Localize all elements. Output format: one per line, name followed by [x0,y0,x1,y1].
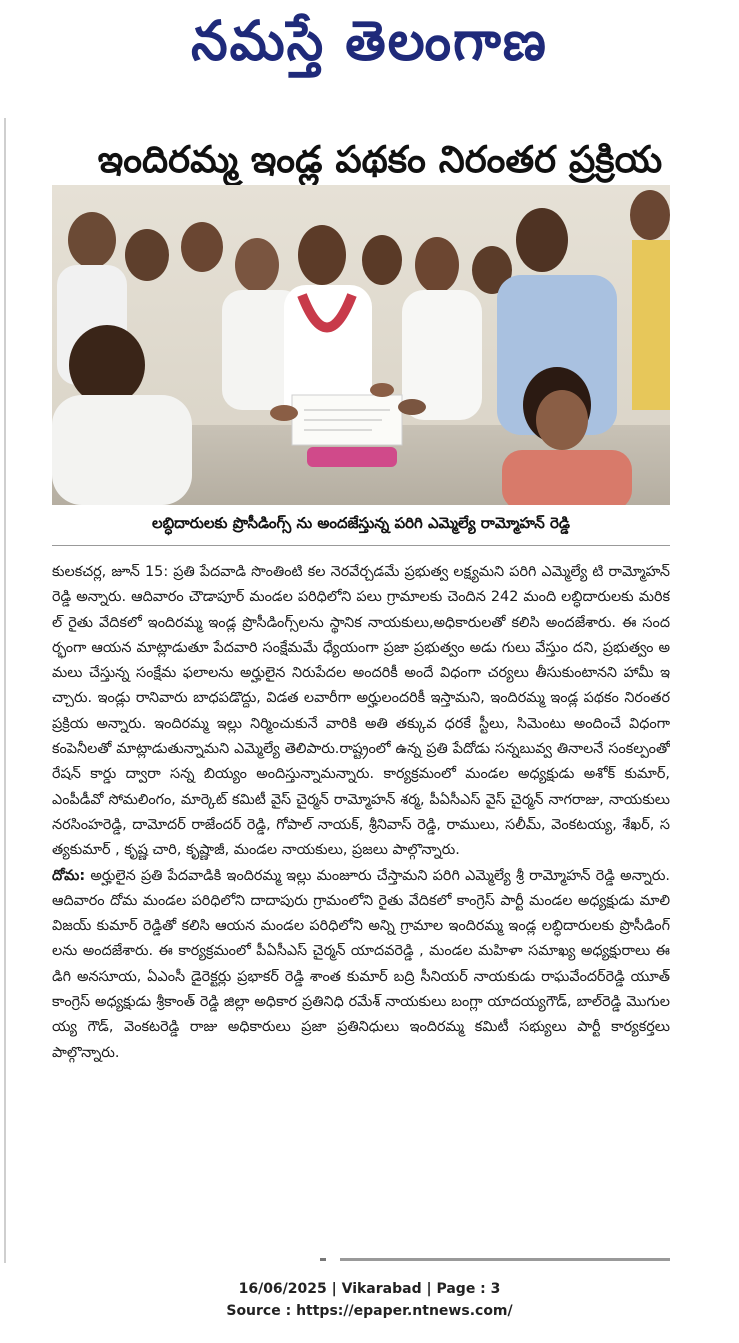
photo-caption: లబ్ధిదారులకు ప్రొసీడింగ్స్ ను అందజేస్తున్న పరిగి ఎమ్మెల్యే రామ్మోహన్ రెడ్డి [151,514,571,532]
paragraph-text: ప్రతి పేదవాడి సొంతింటి కల నెరవేర్చడమే ప్రభుత్వ లక్ష్యమని పరిగి ఎమ్మెల్యే టి రామ్మోహన్ రెడ్డి అన్నారు. ఆదివారం చౌడాపూర్ మండల పరిధిలోని పలు గ్రామాలకు చెందిన 242 మంది లబ్ధిదారులకు మరికల్ రైతు వేదికలో ఇందిరమ్మ ఇండ్ల ప్రొసీడింగ్స్‌లను స్థానిక నాయకులు,అధికారులతో కలిసి అందజేశారు. ఈ సందర్భంగా ఆయన మాట్లాడుతూ పేదవారి సంక్షేమమే ధ్యేయంగా ప్రజా ప్రభుత్వం అడు గులు వేస్తుం దని, ప్రభుత్వం అమలు చేస్తున్న సంక్షేమ ఫలాలను అర్హులైన నిరుపేదల అందరికీ అందే విధంగా చర్యలు తీసుకుంటానని హామీ ఇచ్చారు. ఇండ్లు రానివారు బాధపడొద్దు, విడత లవారీగా అర్హులందరికీ ఇస్తామని, ఇందిరమ్మ ఇండ్ల పథకం నిరంతర ప్రక్రియ అన్నారు. ఇందిరమ్మ ఇల్లు నిర్మించుకునే వారికి అతి తక్కువ ధరకే స్టీలు, సిమెంటు అందించే విధంగా కంపెనీలతో మాట్లాడుతున్నామని ఎమ్మెల్యే తెలిపారు.రాష్ట్రంలో ఉన్న ప్రతి పేదోడు సన్నబువ్వ తినాలనే సంకల్పంతో రేషన్ కార్డు ద్వారా సన్న బియ్యం అందిస్తున్నామన్నారు. కార్యక్రమంలో మండల అధ్యక్షుడు అశోక్ కుమార్, ఎంపీడీవో సోమలింగం, మార్కెట్ కమిటీ వైస్ చైర్మన్ రామ్మోహన్ శర్మ, పీఏసీఎస్ వైస్ చైర్మన్ నాగరాజు, నాయకులు నరసింహరెడ్డి, దామోదర్ రాజేందర్ రెడ్డి, గోపాల్ నాయక్, శ్రీనివాస్ రెడ్డి, రాములు, సలీమ్, వెంకటయ్య, శేఖర్, సత్యకుమార్ , కృష్ణ చారి, కృష్ణాజీ, మండల నాయకులు, ప్రజలు పాల్గొన్నారు. [52,564,670,859]
newspaper-title: నమస్తే తెలంగాణ [191,8,548,73]
paragraph-text: అర్హులైన ప్రతి పేదవాడికి ఇందిరమ్మ ఇల్లు మంజూరు చేస్తామని పరిగి ఎమ్మెల్యే శ్రీ రామ్మోహన్ రెడ్డి అన్నారు. ఆదివారం దోమ మండల పరిధిలోని దాదాపురు గ్రామంలోని రైతు వేదికలో కాంగ్రెస్ పార్టీ మండల అధ్యక్షుడు మాలి విజయ్ కుమార్ రెడ్డితో కలిసి ఆయన మండల పరిధిలోని అన్ని గ్రామాల ఇందిరమ్మ ఇండ్ల లబ్ధిదారులకు ప్రొసీడింగ్ లను అందజేశారు. ఈ కార్యక్రమంలో పీఏసీఎస్ చైర్మన్ యాదవరెడ్డి , మండల మహిళా సమాఖ్య అధ్యక్షురాలు ఈడిగి అనసూయ, ఏఎంసీ డైరెక్టర్లు ప్రభాకర్ రెడ్డి శాంత కుమార్ బద్రి సీనియర్ నాయకుడు రాఘవేందర్‌రెడ్డి యూత్ కాంగ్రెస్ అధ్యక్షుడు శ్రీకాంత్ రెడ్డి జిల్లా అధికార ప్రతినిధి రమేశ్ నాయకులు బంగ్లా యాదయ్యగౌడ్, బాల్‌రెడ్డి మొగులయ్య గౌడ్, వెంకటరెడ్డి రాజు అధికారులు ప్రజా ప్రతినిధులు ఇందిరమ్మ కమిటీ సభ్యులు పార్టీ కార్యకర్తలు పాల్గొన్నారు. [52,867,670,1061]
left-margin-rule [4,118,6,1263]
article-paragraph [52,864,670,1066]
dateline: కులకచర్ల, జూన్ 15: [52,564,169,580]
news-photo [52,185,670,505]
footer-date-page: 16/06/2025 | Vikarabad | Page : 3 [238,1281,501,1297]
bottom-divider [320,1258,670,1261]
caption-divider [52,545,670,546]
article-body [52,560,670,1228]
footer-source: Source : https://epaper.ntnews.com/ [226,1303,513,1319]
dateline: దోమ: [52,867,86,884]
article-headline: ఇందిరమ్మ ఇండ్ల పథకం నిరంతర ప్రక్రియ [97,137,663,181]
article-paragraph [52,560,670,864]
group-photo-icon [52,185,670,505]
masthead [0,0,739,95]
page-footer [0,1278,739,1322]
